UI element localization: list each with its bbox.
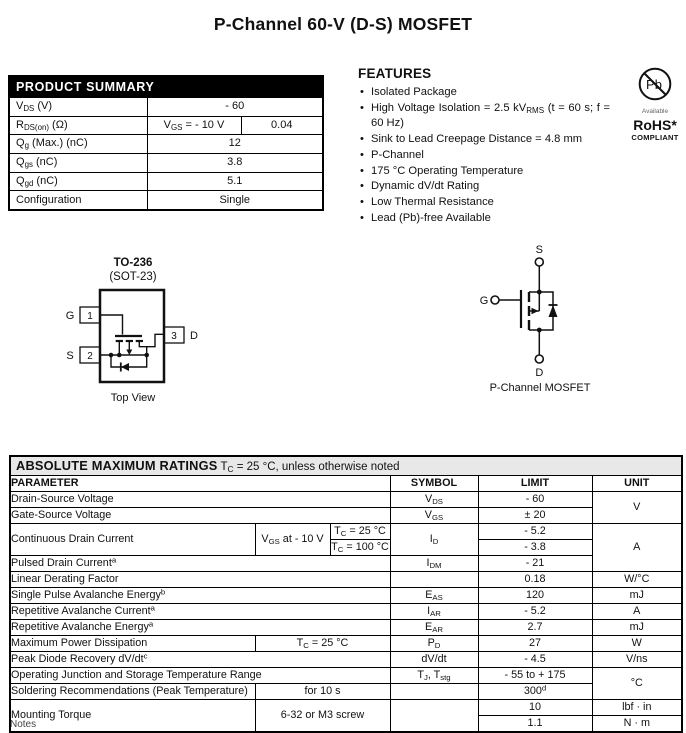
rohs-label: RoHS* [633, 117, 677, 133]
symbol-cell [390, 684, 478, 700]
condition-cell: for 10 s [255, 684, 390, 700]
param-cell: Operating Junction and Storage Temperature Range [10, 668, 390, 684]
unit-cell: N · m [592, 716, 682, 733]
symbol-cell: $V_{GS}$ [390, 508, 478, 524]
limit-cell: 2.7 [478, 620, 592, 636]
table-row [10, 508, 682, 524]
table-row [10, 668, 682, 684]
condition-cell: $T_C = 100$ °C [331, 540, 389, 554]
pin-2-number: 2 [87, 351, 93, 362]
table-row [10, 652, 682, 668]
limit-cell: 27 [478, 636, 592, 652]
param-cell: Linear Derating Factor [10, 572, 390, 588]
limit-cell: 0.18 [478, 572, 592, 588]
compliant-label: COMPLIANT [631, 133, 679, 142]
table-row [9, 172, 323, 191]
lead-free-icon [637, 66, 673, 102]
condition-cell: $T_C = 25$ °C [255, 636, 390, 652]
unit-cell: W [592, 636, 682, 652]
pin-1-number: 1 [87, 311, 93, 322]
symbol-cell [390, 572, 478, 588]
param-cell: Gate-Source Voltage [10, 508, 390, 524]
drain-pin-label: D [190, 330, 198, 342]
symbol-cell: $E_{AR}$ [390, 620, 478, 636]
limit-cell: 300$^d$ [478, 684, 592, 700]
notes-label: Notes [10, 719, 37, 730]
table-title: ABSOLUTE MAXIMUM RATINGS [16, 457, 218, 473]
param-label: $R_{DS(on)}$ (Ω) [9, 116, 147, 135]
param-cell: Repetitive Avalanche Energy$^a$ [10, 620, 390, 636]
param-cell: Maximum Power Dissipation [10, 636, 255, 652]
param-cell: Peak Diode Recovery $dV/dt^c$ [10, 652, 390, 668]
unit-cell: mJ [592, 620, 682, 636]
package-title: TO-236 [113, 257, 153, 269]
limit-cell: - 55 to + 175 [478, 668, 592, 684]
param-label: Configuration [9, 191, 147, 210]
limit-cell: 120 [478, 588, 592, 604]
features-list [358, 85, 610, 226]
unit-cell: A [592, 524, 682, 572]
features-section [358, 66, 610, 226]
table-row [9, 154, 323, 173]
table-row [10, 620, 682, 636]
param-cell: Pulsed Drain Current$^a$ [10, 556, 390, 572]
condition-cell: 6-32 or M3 screw [255, 700, 390, 733]
available-label: Available [641, 108, 669, 115]
limit-cell: 1.1 [478, 716, 592, 733]
gate-terminal [491, 296, 499, 304]
gate-pin-label: G [65, 310, 75, 322]
list-item: • P-Channel [358, 148, 610, 164]
condition-cell: $T_C = 25$ °C [330, 524, 390, 540]
param-cell: Continuous Drain Current [10, 524, 255, 556]
symbol-cell: $T_J$, $T_{stg}$ [390, 668, 478, 684]
param-value: 0.04 [241, 116, 323, 135]
limit-cell: ± 20 [478, 508, 592, 524]
table-row [10, 556, 682, 572]
unit-cell: W/°C [592, 572, 682, 588]
table-row [10, 700, 682, 716]
absolute-maximum-ratings-table [9, 455, 683, 733]
column-header: SYMBOL [390, 476, 478, 492]
symbol-cell: dV/dt [390, 652, 478, 668]
list-item: • Low Thermal Resistance [358, 195, 610, 211]
pin-3-number: 3 [171, 331, 177, 342]
table-row [10, 604, 682, 620]
param-value: 3.8 [147, 154, 323, 173]
internal-mosfet-symbol [100, 315, 164, 372]
symbol-cell: $E_{AS}$ [390, 588, 478, 604]
list-item: • Dynamic dV/dt Rating [358, 179, 610, 195]
limit-cell: - 5.2 [478, 604, 592, 620]
product-summary-table [8, 75, 324, 211]
param-cell: Mounting Torque [10, 700, 255, 733]
param-value: Single [147, 191, 323, 210]
symbol-cell: $I_{AR}$ [390, 604, 478, 620]
symbol-cell [390, 700, 478, 733]
symbol-cell: $I_D$ [390, 524, 478, 556]
unit-cell: V [592, 492, 682, 524]
param-label: $V_{DS}$ (V) [9, 98, 147, 117]
table-row [10, 524, 682, 540]
product-summary-header: PRODUCT SUMMARY [9, 76, 323, 98]
param-cell: Repetitive Avalanche Current$^a$ [10, 604, 390, 620]
mosfet-schematic [460, 238, 640, 396]
table-header-row [10, 476, 682, 492]
package-subtitle: (SOT-23) [109, 271, 157, 283]
package-diagram [55, 250, 215, 410]
unit-cell: lbf · in [592, 700, 682, 716]
list-item: • High Voltage Isolation = 2.5 $kV_{RMS}$ (t = 60 s; f = 60 Hz) [358, 101, 610, 132]
param-label: $Q_{gs}$ (nC) [9, 154, 147, 173]
compliance-block [628, 66, 682, 142]
list-item: • Sink to Lead Creepage Distance = 4.8 mm [358, 132, 610, 148]
table-row [10, 684, 682, 700]
unit-cell: mJ [592, 588, 682, 604]
condition-cell: $V_{GS}$ at - 10 V [255, 524, 330, 556]
unit-cell: V/ns [592, 652, 682, 668]
schematic-caption: P-Channel MOSFET [489, 382, 591, 394]
package-caption: Top View [110, 392, 156, 404]
param-label: $Q_g$ (Max.) (nC) [9, 135, 147, 154]
param-cell: Single Pulse Avalanche Energy$^b$ [10, 588, 390, 604]
column-header: UNIT [592, 476, 682, 492]
symbol-cell: $I_{DM}$ [390, 556, 478, 572]
table-row [9, 98, 323, 117]
drain-terminal-label: D [535, 367, 544, 379]
drain-terminal [535, 355, 543, 363]
unit-cell: °C [592, 668, 682, 700]
table-title-row [10, 456, 682, 476]
table-row [10, 636, 682, 652]
table-title-note: $T_C = 25$ °C, unless otherwise noted [220, 460, 400, 474]
param-cell: Drain-Source Voltage [10, 492, 390, 508]
list-item: • 175 °C Operating Temperature [358, 164, 610, 180]
limit-cell: - 4.5 [478, 652, 592, 668]
table-row [9, 135, 323, 154]
limit-cell: - 21 [478, 556, 592, 572]
column-header: PARAMETER [10, 476, 390, 492]
limit-cell: 10 [478, 700, 592, 716]
table-row [10, 588, 682, 604]
param-cell: Soldering Recommendations (Peak Temperature) [10, 684, 255, 700]
limit-cell: - 5.2 [478, 524, 592, 540]
column-header: LIMIT [478, 476, 592, 492]
param-value: 12 [147, 135, 323, 154]
table-row [10, 492, 682, 508]
table-row [9, 116, 323, 135]
list-item: • Isolated Package [358, 85, 610, 101]
pb-symbol-text: Pb [646, 77, 662, 92]
page-title: P-Channel 60-V (D-S) MOSFET [213, 14, 473, 34]
unit-cell: A [592, 604, 682, 620]
source-terminal [535, 258, 543, 266]
source-pin-label: S [66, 350, 74, 362]
param-value: - 60 [147, 98, 323, 117]
limit-cell: - 60 [478, 492, 592, 508]
param-value: 5.1 [147, 172, 323, 191]
source-terminal-label: S [535, 244, 543, 256]
table-row [10, 572, 682, 588]
symbol-cell: $P_D$ [390, 636, 478, 652]
list-item: • Lead (Pb)-free Available [358, 211, 610, 227]
gate-terminal-label: G [479, 295, 489, 307]
param-label: $Q_{gd}$ (nC) [9, 172, 147, 191]
limit-cell: - 3.8 [478, 540, 592, 556]
param-condition: $V_{GS}$ = - 10 V [147, 116, 241, 135]
features-header: FEATURES [358, 66, 432, 81]
symbol-cell: $V_{DS}$ [390, 492, 478, 508]
table-row [9, 191, 323, 210]
